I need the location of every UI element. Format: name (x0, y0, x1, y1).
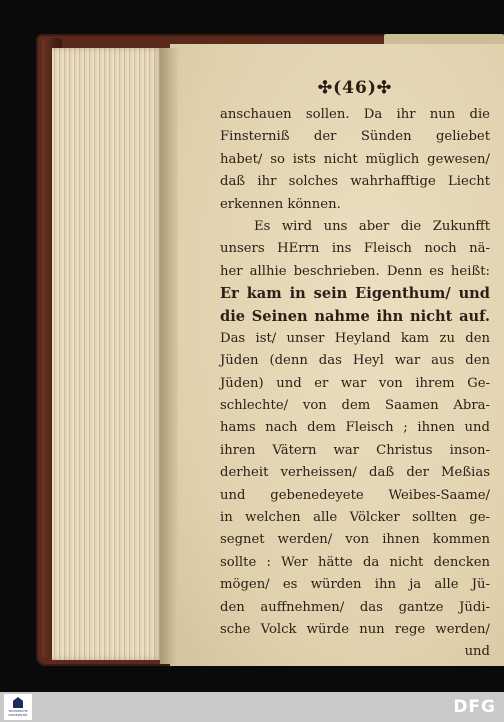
text-line: Das ist/ unser Heyland kam zu den (220, 330, 490, 346)
quoted-verse-line: Er kam in sein Eigenthum/ und (220, 285, 490, 303)
quoted-verse-line: die Seinen nahme ihn nicht auf. (220, 307, 490, 325)
text-line: Jüden (denn das Heyl war aus den (220, 353, 490, 369)
logo-text: TECHNISCHE UNIVERSITÄT (8, 709, 28, 717)
page-number-value: (46) (333, 78, 377, 98)
catchword: und (464, 644, 490, 660)
page-number (300, 78, 410, 98)
text-line: den auffnehmen/ das gantze Jüdi- (220, 599, 490, 615)
page-fore-edge (52, 48, 162, 660)
text-line: derheit verheissen/ daß der Meßias (220, 465, 490, 481)
dfg-logo[interactable]: DFG (453, 697, 496, 717)
text-line: sche Volck würde nun rege werden/ (220, 621, 490, 637)
text-line: in welchen alle Völcker sollten ge- (220, 510, 490, 526)
institution-logo[interactable] (4, 694, 32, 720)
text-line: segnet werden/ von ihnen kommen (220, 532, 490, 548)
text-line: habet/ so ists nicht müglich gewesen/ (220, 151, 490, 167)
text-line: erkennen können. (220, 196, 341, 212)
text-line: unsers HErrn ins Fleisch noch nä- (220, 241, 490, 257)
text-line: Jüden) und er war von ihrem Ge- (220, 375, 490, 391)
text-line: Finsterniß der Sünden geliebet (220, 129, 490, 145)
text-line: ihren Vätern war Christus inson- (220, 442, 490, 458)
text-line: daß ihr solches wahrhafftige Liecht (220, 174, 490, 190)
logo-mark-icon (13, 697, 23, 708)
text-line: mögen/ es würden ihn ja alle Jü- (220, 577, 490, 593)
ornament-left-icon: ✣ (317, 78, 334, 98)
text-line: hams nach dem Fleisch ; ihnen und (220, 420, 490, 436)
text-line: sollte : Wer hätte da nicht dencken (220, 554, 490, 570)
text-line: schlechte/ von dem Saamen Abra- (220, 398, 490, 414)
ornament-right-icon: ✣ (376, 78, 393, 98)
text-line: und gebenedeyete Weibes-Saame/ (220, 487, 490, 503)
text-line: Es wird uns aber die Zukunfft (254, 218, 490, 234)
viewer-footer-bar (0, 692, 504, 722)
text-line: her allhie beschrieben. Denn es heißt: (220, 263, 490, 279)
page-gutter (160, 48, 178, 664)
text-line: anschauen sollen. Da ihr nun die (220, 107, 490, 122)
page-text-block (220, 104, 490, 664)
